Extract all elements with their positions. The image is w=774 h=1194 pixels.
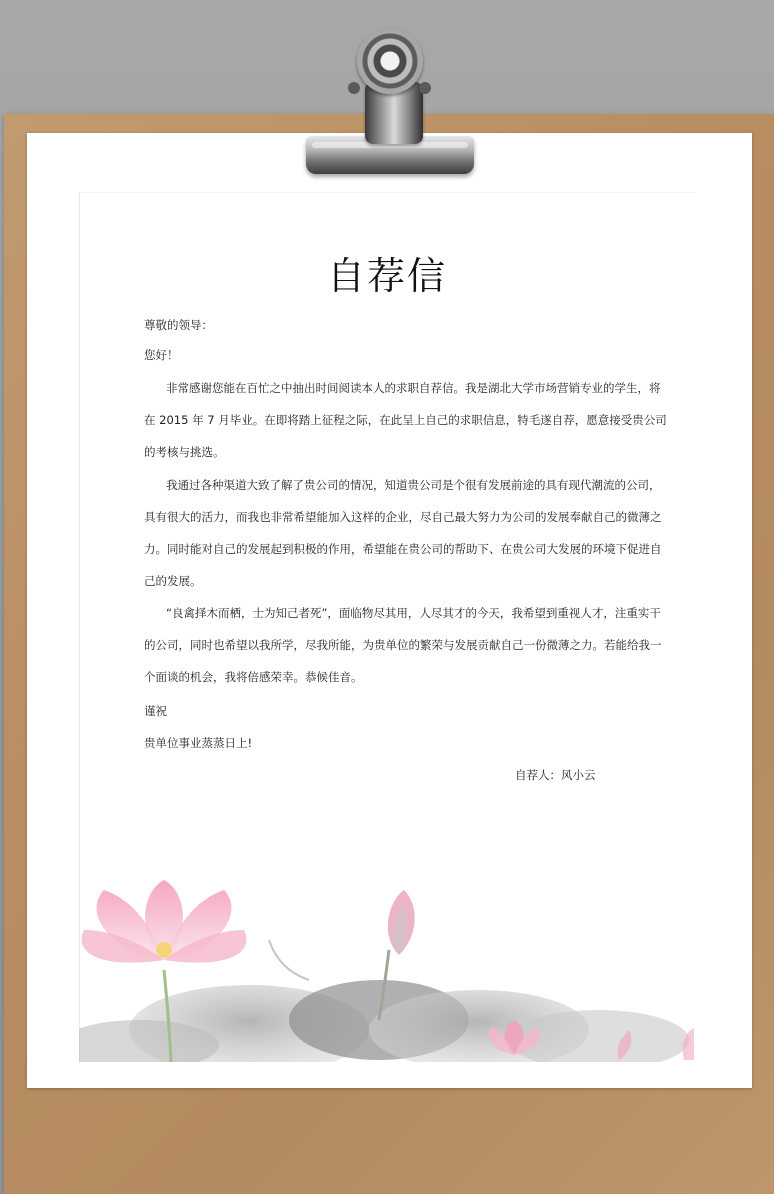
letter-title: 自荐信 — [326, 254, 447, 298]
paragraph1-line2: 在 2015 年 7 月毕业。在即将踏上征程之际，在此呈上自己的求职信息，特毛遂自荐，愿意接受贵公司 — [144, 413, 667, 427]
salutation: 尊敬的领导： — [144, 318, 213, 332]
greeting: 您好！ — [144, 348, 179, 362]
closing-wish: 贵单位事业蒸蒸日上! — [144, 736, 253, 750]
paragraph1-line1: 非常感谢您能在百忙之中抽出时间阅读本人的求职自荐信。我是湖北大学市场营销专业的学生，将 — [166, 381, 661, 395]
signature: 自荐人：风小云 — [515, 768, 596, 782]
paragraph2-line3: 力。同时能对自己的发展起到积极的作用，希望能在贵公司的帮助下、在贵公司大发展的环境下促进自 — [144, 542, 662, 556]
lotus-painting — [79, 870, 694, 1062]
binder-clip-icon — [357, 28, 423, 94]
paragraph2-line4: 己的发展。 — [144, 574, 202, 588]
clip-hinge-right — [419, 82, 431, 94]
paragraph1-line3: 的考核与挑选。 — [144, 445, 225, 459]
clip-hinge-left — [348, 82, 360, 94]
paragraph2-line1: 我通过各种渠道大致了解了贵公司的情况，知道贵公司是个很有发展前途的具有现代潮流的公司， — [166, 478, 661, 492]
closing-respect: 谨祝 — [144, 704, 167, 718]
paragraph3-line2: 的公司，同时也希望以我所学，尽我所能，为贵单位的繁荣与发展贡献自己一份微薄之力。若能给我一 — [144, 638, 662, 652]
paragraph3-line1: “良禽择木而栖，士为知己者死”，面临物尽其用，人尽其才的今天，我希望到重视人才，注重实干 — [166, 606, 661, 620]
paragraph2-line2: 具有很大的活力，而我也非常希望能加入这样的企业，尽自己最大努力为公司的发展奉献自己的微薄之 — [144, 510, 662, 524]
paragraph3-line3: 个面谈的机会，我将倍感荣幸。恭候佳音。 — [144, 670, 363, 684]
lotus-illustration-icon — [79, 870, 694, 1062]
